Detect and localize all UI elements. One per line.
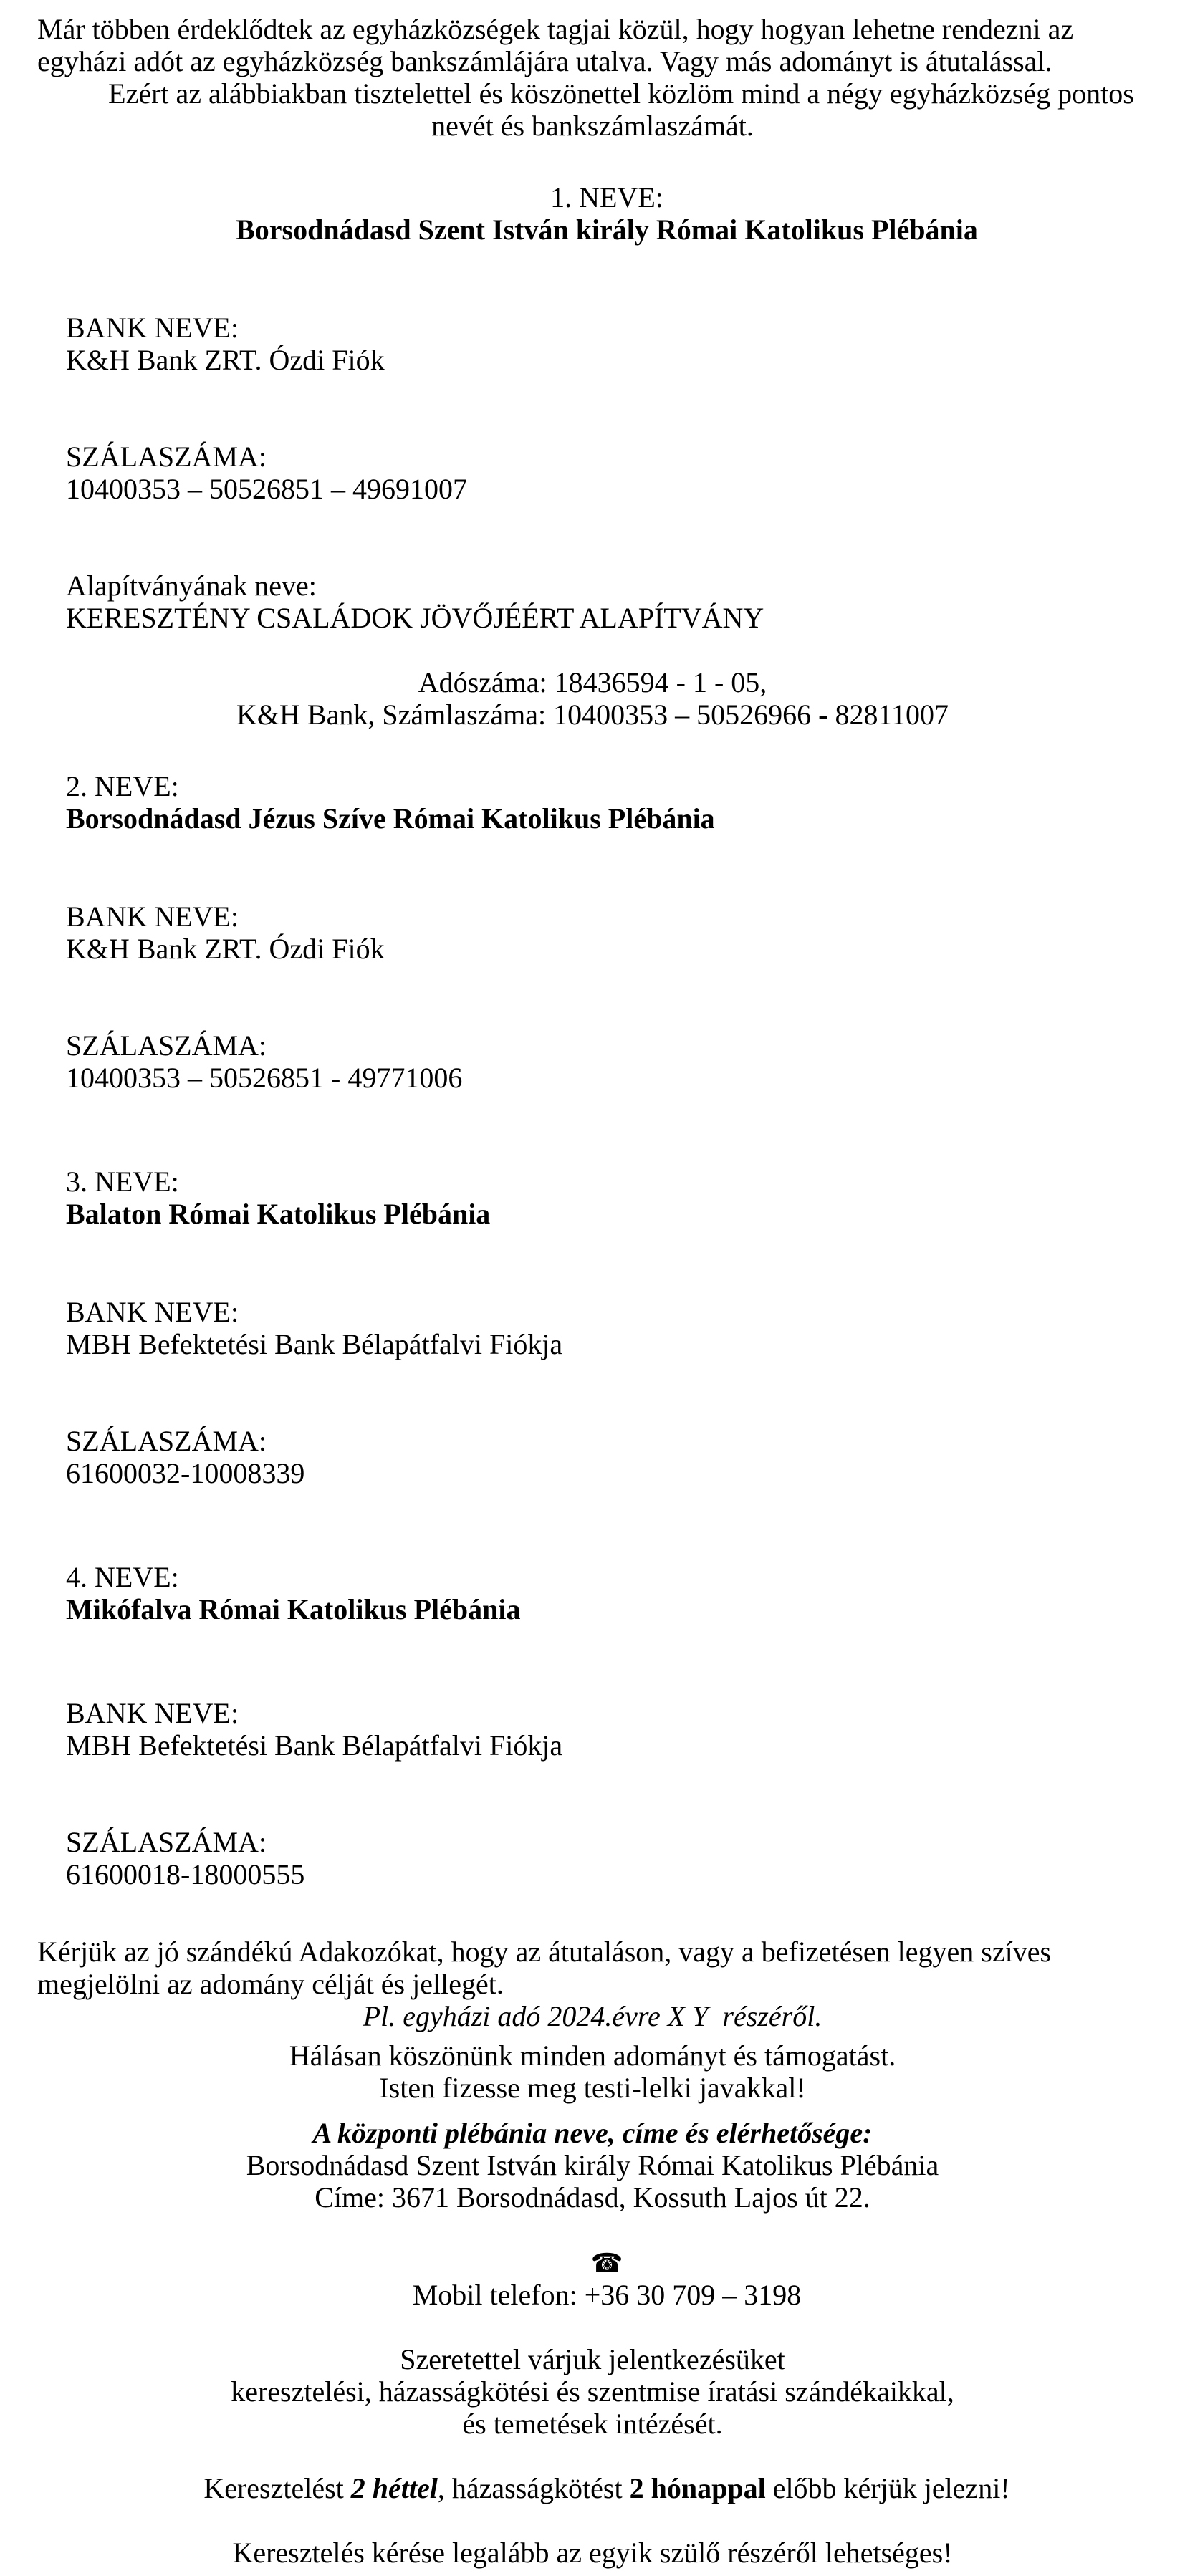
central-parish-heading: A központi plébánia neve, címe és elérhetősége: — [312, 2117, 873, 2149]
parish-3-bank — [37, 1264, 1148, 1393]
thanks-line-2: Isten fizesse meg testi-lelki javakkal! — [379, 2072, 806, 2104]
parish-2-account — [37, 997, 1148, 1126]
parish-2-index: 2. NEVE: — [66, 770, 179, 802]
parish-2-name: Borsodnádasd Jézus Szíve Római Katolikus Plébánia — [66, 802, 715, 835]
welcome-line-3: és temetések intézését. — [462, 2407, 723, 2440]
notice-pre: Keresztelést — [203, 2471, 351, 2504]
parish-4-title — [37, 1529, 1148, 1658]
central-parish-name: Borsodnádasd Szent István király Római Katolikus Plébánia — [246, 2149, 939, 2181]
parish-1-bank — [37, 279, 1148, 408]
parish-1-tax-number: Adószáma: 18436594 - 1 - 05, — [418, 666, 767, 698]
parish-2-account-value: 10400353 – 50526851 - 49771006 — [66, 1062, 463, 1094]
welcome-line-1: Szeretettel várjuk jelentkezésüket — [400, 2342, 785, 2375]
parish-2-account-label: SZÁLASZÁMA: — [66, 1029, 267, 1062]
parish-1-foundation-value: KERESZTÉNY CSALÁDOK JÖVŐJÉÉRT ALAPÍTVÁNY — [66, 602, 764, 634]
parish-1-bank-value: K&H Bank ZRT. Ózdi Fiók — [66, 344, 385, 376]
parish-3-bank-value: MBH Befektetési Bank Bélapátfalvi Fiókja — [66, 1328, 563, 1360]
central-parish-address: Címe: 3671 Borsodnádasd, Kossuth Lajos út 22. — [315, 2181, 870, 2214]
notice-bold-weeks: 2 héttel — [350, 2471, 438, 2504]
parish-4-name: Mikófalva Római Katolikus Plébánia — [66, 1593, 521, 1625]
parish-3-title — [37, 1133, 1148, 1262]
parish-1-foundation-label: Alapítványának neve: — [66, 569, 317, 602]
parish-1-foundation-account: K&H Bank, Számlaszáma: 10400353 – 50526966 - 82811007 — [236, 698, 949, 731]
parish-1-account — [37, 408, 1148, 537]
parish-1-name: Borsodnádasd Szent István király Római Katolikus Plébánia — [236, 213, 978, 246]
parish-3-name: Balaton Római Katolikus Plébánia — [66, 1198, 491, 1230]
central-parish-phone: Mobil telefon: +36 30 709 – 3198 — [412, 2278, 802, 2311]
welcome-line-2: keresztelési, házasságkötési és szentmise íratási szándékaikkal, — [231, 2375, 954, 2408]
intro-paragraph-2: Ezért az alábbiakban tisztelettel és köszönettel közlöm mind a négy egyházközség pontos nevét és bankszámlaszámát. — [108, 77, 1141, 142]
parish-3-account — [37, 1393, 1148, 1522]
parish-4-index: 4. NEVE: — [66, 1561, 179, 1593]
notice-bold-months: 2 hónappal — [629, 2471, 766, 2504]
parish-3-account-value: 61600032-10008339 — [66, 1457, 305, 1489]
parish-2-bank — [37, 868, 1148, 997]
parish-3-bank-label: BANK NEVE: — [66, 1296, 239, 1328]
parish-1-account-value: 10400353 – 50526851 – 49691007 — [66, 473, 467, 505]
parish-4-bank-label: BANK NEVE: — [66, 1697, 239, 1729]
thanks-line-1: Hálásan köszönünk minden adományt és támogatást. — [289, 2039, 896, 2072]
request-example: Pl. egyházi adó 2024.évre X Y részéről. — [363, 2000, 822, 2032]
parish-4-bank — [37, 1665, 1148, 1794]
notice-last-line: Keresztelés kérése legalább az egyik szülő részéről lehetséges! — [232, 2536, 953, 2569]
parish-2-title — [37, 738, 1148, 867]
parish-1-index: 1. NEVE: — [550, 181, 663, 213]
central-parish-phone-line — [37, 2214, 1148, 2343]
notice-post: előbb kérjük jelezni! — [765, 2471, 1010, 2504]
parish-3-account-label: SZÁLASZÁMA: — [66, 1425, 267, 1457]
notice-line — [37, 2440, 1148, 2537]
parish-1-account-label: SZÁLASZÁMA: — [66, 441, 267, 473]
parish-4-bank-value: MBH Befektetési Bank Bélapátfalvi Fiókja — [66, 1729, 563, 1762]
parish-2-bank-label: BANK NEVE: — [66, 900, 239, 933]
parish-3-index: 3. NEVE: — [66, 1166, 179, 1198]
parish-1-title — [37, 149, 1148, 278]
phone-icon: ☎ — [590, 2249, 623, 2278]
parish-4-account-value: 61600018-18000555 — [66, 1858, 305, 1890]
parish-4-account-label: SZÁLASZÁMA: — [66, 1826, 267, 1858]
request-paragraph: Kérjük az jó szándékú Adakozókat, hogy az átutaláson, vagy a befizetésen legyen szíves megjelölni az adomány célját és jellegét. — [37, 1936, 1059, 2000]
parish-1-foundation — [37, 537, 1148, 666]
parish-2-bank-value: K&H Bank ZRT. Ózdi Fiók — [66, 933, 385, 965]
notice-mid: , házasságkötést — [437, 2471, 630, 2504]
intro-paragraph-1: Már többen érdeklődtek az egyházközségek tagjai közül, hogy hogyan lehetne rendezni az egyházi adót az egyházközség bankszámlájára utalva. Vagy más adományt is átutalással. — [37, 13, 1081, 77]
parish-1-bank-label: BANK NEVE: — [66, 312, 239, 344]
parish-4-account — [37, 1794, 1148, 1923]
